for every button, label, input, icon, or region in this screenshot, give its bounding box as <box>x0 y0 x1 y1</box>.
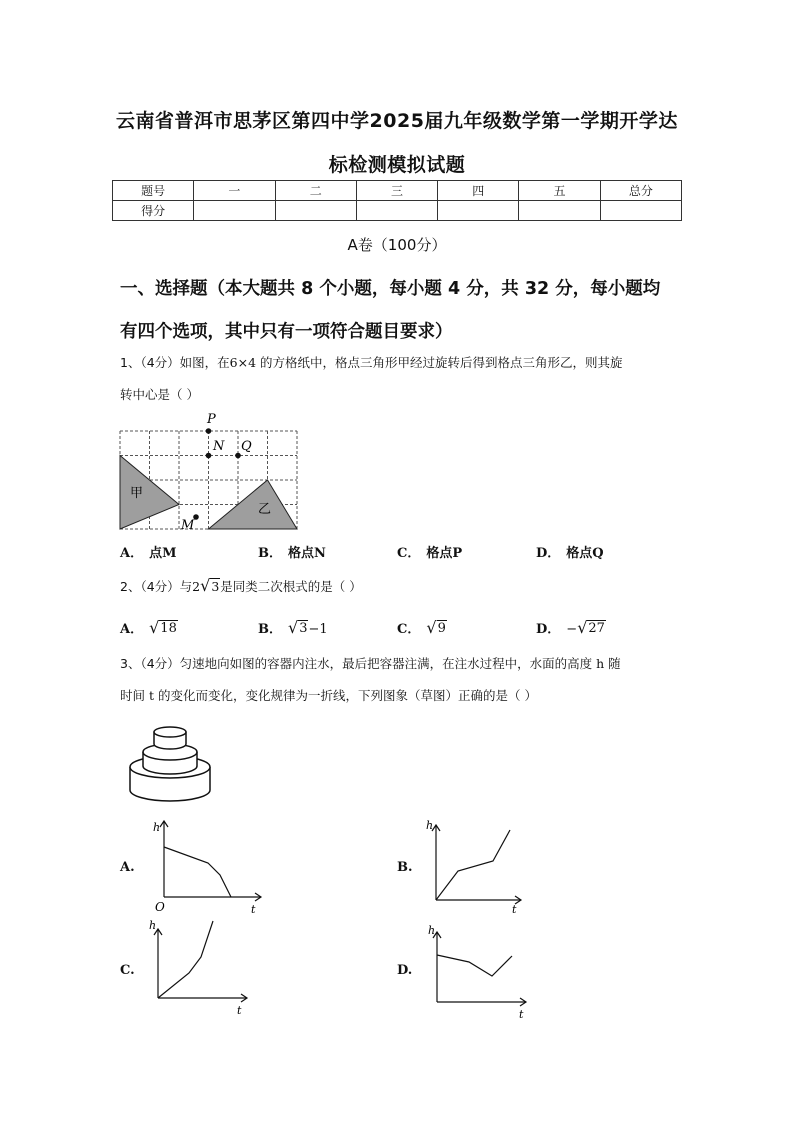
q1-option-d[interactable]: D． 格点Q <box>536 546 604 561</box>
svg-text:t: t <box>519 1008 524 1021</box>
score-table-header-row <box>113 181 682 201</box>
graph-d <box>425 920 545 1020</box>
svg-text:h: h <box>153 821 161 834</box>
label-jia: 甲 <box>130 486 144 501</box>
graph-a <box>150 815 270 915</box>
q1-text-line2: 转中心是（ ） <box>120 387 199 402</box>
q2-option-a[interactable]: A． √ 18 <box>120 618 177 637</box>
score-header-cell: 三 <box>356 181 437 201</box>
svg-text:h: h <box>428 924 436 937</box>
svg-text:t: t <box>237 1004 242 1017</box>
q2-option-c[interactable]: C． √ 9 <box>397 618 446 637</box>
q3-option-c[interactable]: C. <box>120 963 135 978</box>
q2-text: 2、（4分）与2 √ 3 是同类二次根式的是（ ） <box>120 576 362 595</box>
container-figure <box>125 722 215 812</box>
q2-option-d[interactable]: D． − √ 27 <box>536 618 605 637</box>
q1-option-b[interactable]: B． 格点N <box>258 546 326 561</box>
svg-text:t: t <box>512 903 517 916</box>
point-q-dot <box>235 453 241 459</box>
label-m: M <box>181 518 195 533</box>
point-n-dot <box>206 453 212 459</box>
score-cell <box>438 201 519 221</box>
q1-text: 如图，在6×4 的方格纸中，格点三角形甲经过旋转后得到格点三角形乙，则其旋 <box>179 355 623 370</box>
point-p-dot <box>206 428 212 434</box>
score-cell <box>356 201 437 221</box>
page-title-line2: 标检测模拟试题 <box>328 154 466 176</box>
page-title-line1: 云南省普洱市思茅区第四中学2025届九年级数学第一学期开学达 <box>116 110 678 132</box>
q1-option-c[interactable]: C． 格点P <box>397 546 463 561</box>
graph-c <box>145 915 265 1015</box>
score-header-cell: 总分 <box>600 181 681 201</box>
graph-b <box>424 815 544 915</box>
part1-heading-line2: 有四个选项，其中只有一项符合题目要求） <box>120 322 453 342</box>
score-header-cell: 二 <box>275 181 356 201</box>
q1-text-line1 <box>120 355 623 371</box>
score-header-cell: 五 <box>519 181 600 201</box>
q2-sqrt: √ 3 <box>200 576 220 595</box>
q3-option-b[interactable]: B. <box>397 860 413 875</box>
graph-a-curve <box>164 847 231 897</box>
score-header-cell: 题号 <box>113 181 194 201</box>
q1-grid-figure <box>110 410 310 533</box>
label-yi: 乙 <box>258 502 272 517</box>
score-cell <box>275 201 356 221</box>
q1-number: 1、（4分） <box>120 355 180 370</box>
q3-option-a[interactable]: A. <box>120 860 135 875</box>
svg-text:t: t <box>251 903 256 916</box>
q3-text-line1: 3、（4分）匀速地向如图的容器内注水，最后把容器注满，在注水过程中，水面的高度 h 随 <box>120 656 621 671</box>
label-p: P <box>207 412 216 427</box>
score-header-cell: 一 <box>194 181 275 201</box>
score-cell <box>519 201 600 221</box>
score-table-score-row <box>113 201 682 221</box>
part1-heading-line1: 一、选择题（本大题共 8 个小题，每小题 4 分，共 32 分，每小题均 <box>120 279 661 299</box>
q3-option-d[interactable]: D. <box>397 963 413 978</box>
score-header-cell: 四 <box>438 181 519 201</box>
graph-c-curve <box>158 921 213 998</box>
graph-d-curve <box>437 955 512 976</box>
label-n: N <box>213 439 225 454</box>
q1-option-a[interactable]: A． 点M <box>120 546 177 561</box>
score-cell <box>600 201 681 221</box>
q2-option-b[interactable]: B． √ 3 −1 <box>258 618 328 637</box>
label-q: Q <box>241 439 252 454</box>
svg-text:h: h <box>426 819 434 832</box>
svg-text:O: O <box>155 900 165 914</box>
score-row-label: 得分 <box>113 201 194 221</box>
q3-text-line2: 时间 t 的变化而变化，变化规律为一折线，下列图象（草图）正确的是（ ） <box>120 688 537 703</box>
graph-b-curve <box>436 830 510 900</box>
svg-text:h: h <box>149 919 157 932</box>
section-title: A卷（100分） <box>347 236 447 254</box>
score-table <box>112 180 682 221</box>
score-cell <box>194 201 275 221</box>
